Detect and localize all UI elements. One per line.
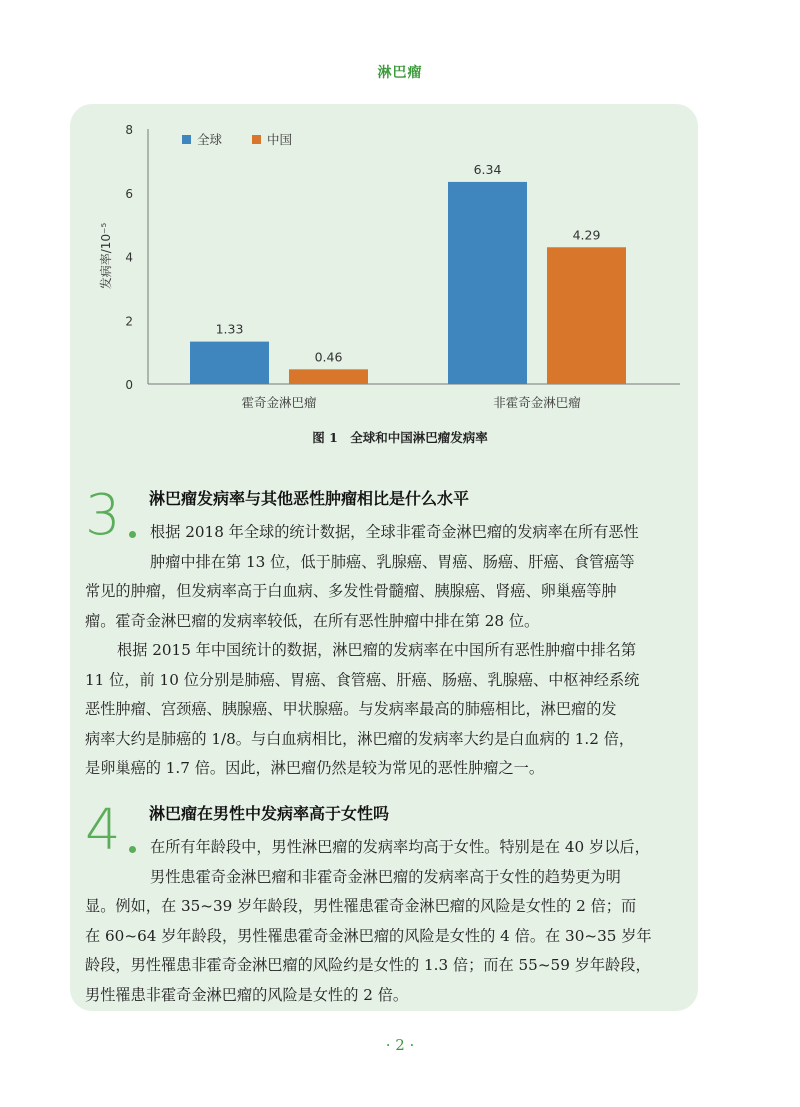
running-header: 淋巴瘤	[377, 65, 423, 81]
section-title: 淋巴瘤发病率与其他恶性肿瘤相比是什么水平	[149, 489, 470, 508]
paragraph-line: 11 位，前 10 位分别是肺癌、胃癌、食管癌、肝癌、肠癌、乳腺癌、中枢神经系统	[85, 670, 640, 689]
legend-swatch	[252, 135, 261, 144]
bar	[448, 182, 527, 384]
paragraph-line: 显。例如，在 35~39 岁年龄段，男性罹患霍奇金淋巴瘤的风险是女性的 2 倍；而	[85, 897, 637, 915]
y-tick-label: 2	[125, 314, 133, 329]
legend-label: 中国	[267, 132, 293, 147]
paragraph-line: 肿瘤中排在第 13 位，低于肺癌、乳腺癌、胃癌、肠癌、肝癌、食管癌等	[150, 552, 635, 571]
bar	[289, 369, 368, 384]
paragraph-line: 恶性肿瘤、宫颈癌、胰腺癌、甲状腺癌。与发病率最高的肺癌相比，淋巴瘤的发	[85, 700, 617, 718]
paragraph-line: 根据 2018 年全球的统计数据，全球非霍奇金淋巴瘤的发病率在所有恶性	[150, 523, 639, 541]
bar	[547, 247, 626, 384]
bar-value-label: 0.46	[314, 349, 343, 365]
y-tick-label: 8	[125, 123, 133, 137]
section-title: 淋巴瘤在男性中发病率高于女性吗	[149, 804, 390, 823]
section-number: 3	[85, 488, 121, 544]
bar-value-label: 4.29	[572, 227, 601, 243]
paragraph-line: 根据 2015 年中国统计的数据，淋巴瘤的发病率在中国所有恶性肿瘤中排名第	[117, 641, 637, 659]
paragraph-line: 男性罹患非霍奇金淋巴瘤的风险是女性的 2 倍。	[85, 985, 409, 1004]
paragraph-line: 龄段，男性罹患非霍奇金淋巴瘤的风险约是女性的 1.3 倍；而在 55~59 岁年龄段，	[85, 956, 651, 974]
y-tick-label: 0	[125, 378, 133, 392]
paragraph-line: 常见的肿瘤，但发病率高于白血病、多发性骨髓瘤、胰腺癌、肾癌、卵巢癌等肿	[85, 582, 617, 600]
y-axis-title: 发病率/10⁻⁵	[99, 222, 113, 290]
figure-caption: 图 1 全球和中国淋巴瘤发病率	[312, 430, 488, 445]
legend-label: 全球	[197, 132, 223, 147]
x-category-label: 非霍奇金淋巴瘤	[493, 395, 581, 410]
bar-value-label: 1.33	[215, 321, 244, 337]
bar-chart	[0, 0, 800, 420]
paragraph-line: 在所有年龄段中，男性淋巴瘤的发病率均高于女性。特别是在 40 岁以后，	[150, 838, 650, 856]
paragraph-line: 是卵巢癌的 1.7 倍。因此，淋巴瘤仍然是较为常见的恶性肿瘤之一。	[85, 759, 545, 777]
legend-swatch	[182, 135, 191, 144]
x-category-label: 霍奇金淋巴瘤	[241, 395, 317, 410]
section-number: 4	[85, 803, 121, 859]
paragraph-line: 病率大约是肺癌的 1/8。与白血病相比，淋巴瘤的发病率大约是白血病的 1.2 倍，	[85, 729, 635, 748]
page-number: · 2 ·	[385, 1036, 415, 1054]
y-tick-label: 6	[125, 186, 133, 201]
section-number-dot	[129, 846, 136, 853]
paragraph-line: 男性患霍奇金淋巴瘤和非霍奇金淋巴瘤的发病率高于女性的趋势更为明	[150, 867, 621, 886]
bar	[190, 342, 269, 384]
section-number-dot	[129, 531, 136, 538]
y-tick-label: 4	[125, 250, 133, 265]
bar-value-label: 6.34	[473, 161, 502, 177]
paragraph-line: 在 60~64 岁年龄段，男性罹患霍奇金淋巴瘤的风险是女性的 4 倍。在 30~35 岁年	[85, 926, 652, 945]
paragraph-line: 瘤。霍奇金淋巴瘤的发病率较低，在所有恶性肿瘤中排在第 28 位。	[85, 611, 540, 630]
